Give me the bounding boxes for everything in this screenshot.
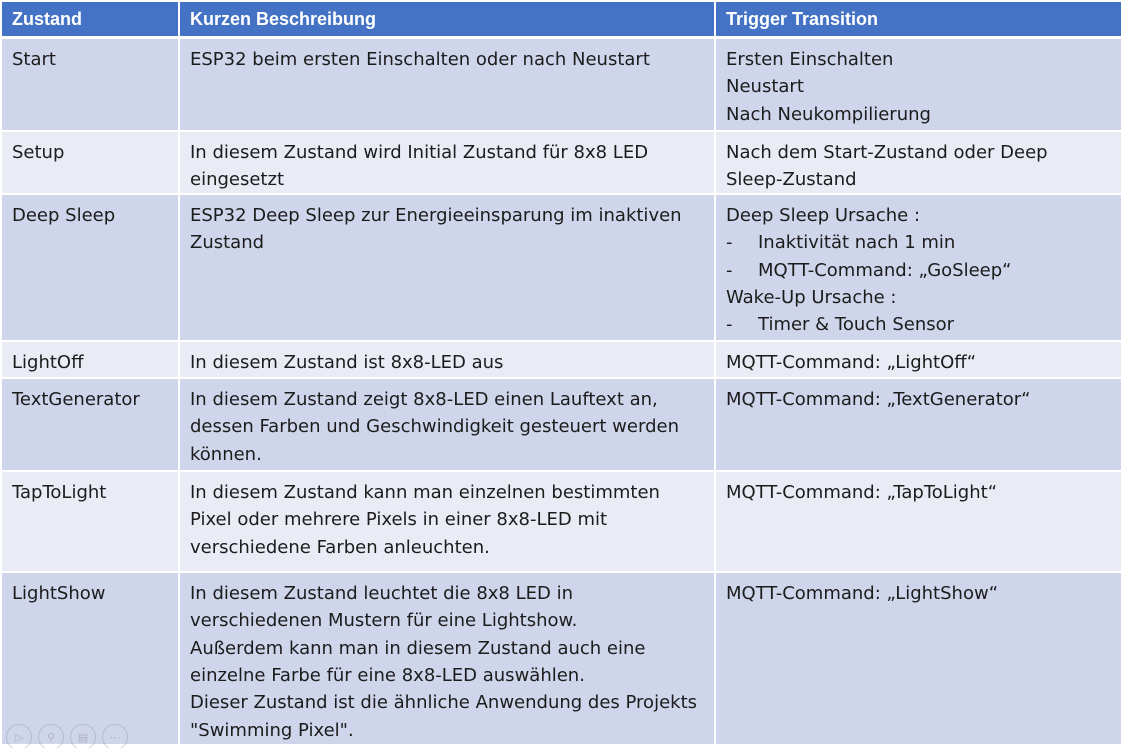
description-line: ESP32 Deep Sleep zur Energieeinsparung im inaktiven [190,205,682,227]
cell-state: LightShow [2,572,179,745]
trigger-text: Inaktivität nach 1 min [758,232,956,254]
header-zustand: Zustand [2,2,179,38]
cell-description [179,341,715,378]
cell-state: Start [2,38,179,131]
state-transition-table [2,2,1121,746]
description-line: Außerdem kann man in diesem Zustand auch eine [190,637,646,659]
cell-state: TextGenerator [2,378,179,471]
cell-state: Setup [2,131,179,195]
table-row [2,131,1121,195]
table-row [2,378,1121,471]
description-line: In diesem Zustand wird Initial Zustand für 8x8 LED [190,141,649,163]
trigger-line: Deep Sleep Ursache : [726,205,921,227]
cell-state: Deep Sleep [2,194,179,341]
description-line: In diesem Zustand leuchtet die 8x8 LED in [190,583,574,605]
description-line: eingesetzt [190,168,284,190]
trigger-line: Nach dem Start-Zustand oder Deep [726,141,1048,163]
cell-trigger [715,471,1121,572]
trigger-text: MQTT-Command: „GoSleep“ [758,259,1012,281]
trigger-line: Neustart [726,76,804,98]
table-row [2,194,1121,341]
presenter-icon[interactable]: ▤ [70,724,96,748]
trigger-bullet-item [726,311,1111,338]
table-row [2,572,1121,745]
cell-trigger [715,38,1121,131]
bullet-dash: - [726,259,733,281]
cell-trigger [715,341,1121,378]
trigger-line: MQTT-Command: „LightOff“ [726,352,977,374]
trigger-bullet-item [726,229,1111,256]
trigger-line: Sleep-Zustand [726,168,857,190]
description-line: Pixel oder mehrere Pixels in einer 8x8-LED mit [190,509,608,531]
bullet-dash: - [726,232,733,254]
description-line: In diesem Zustand ist 8x8-LED aus [190,352,504,374]
table-row [2,471,1121,572]
cell-trigger [715,572,1121,745]
header-trigger: Trigger Transition [715,2,1121,38]
presentation-overlay-controls [6,724,128,748]
cell-trigger [715,378,1121,471]
bullet-dash: - [726,314,733,336]
description-line: verschiedene Farben anleuchten. [190,536,490,558]
description-line: verschiedenen Mustern für eine Lightshow. [190,610,578,632]
cell-description [179,378,715,471]
cell-trigger [715,131,1121,195]
trigger-line: Nach Neukompilierung [726,103,931,125]
table-header-row [2,2,1121,38]
description-line: dessen Farben und Geschwindigkeit gesteuert werden [190,416,679,438]
zoom-icon[interactable]: ⚲ [38,724,64,748]
trigger-line: Wake-Up Ursache : [726,286,897,308]
description-line: In diesem Zustand zeigt 8x8-LED einen Lauftext an, [190,389,658,411]
description-line: In diesem Zustand kann man einzelnen bestimmten [190,482,660,504]
header-beschreibung: Kurzen Beschreibung [179,2,715,38]
cell-description [179,194,715,341]
description-line: ESP32 beim ersten Einschalten oder nach Neustart [190,49,650,70]
description-line: Zustand [190,232,265,254]
description-line: Dieser Zustand ist die ähnliche Anwendung des Projekts [190,692,698,714]
description-line: können. [190,443,262,465]
cell-state: TapToLight [2,471,179,572]
cell-description [179,131,715,195]
more-icon[interactable]: ⋯ [102,724,128,748]
trigger-line: MQTT-Command: „TextGenerator“ [726,389,1031,411]
table-row [2,341,1121,378]
cell-description [179,471,715,572]
cell-description [179,572,715,745]
table-row [2,38,1121,131]
cell-state: LightOff [2,341,179,378]
trigger-line: Ersten Einschalten [726,49,894,70]
trigger-text: Timer & Touch Sensor [758,314,955,336]
trigger-bullet-item [726,257,1111,284]
trigger-line: MQTT-Command: „LightShow“ [726,583,999,605]
cell-trigger [715,194,1121,341]
slideshow-icon[interactable]: ▷ [6,724,32,748]
trigger-line: MQTT-Command: „TapToLight“ [726,482,998,504]
description-line: einzelne Farbe für eine 8x8-LED auswählen. [190,664,585,686]
description-line: "Swimming Pixel". [190,719,354,741]
cell-description [179,38,715,131]
